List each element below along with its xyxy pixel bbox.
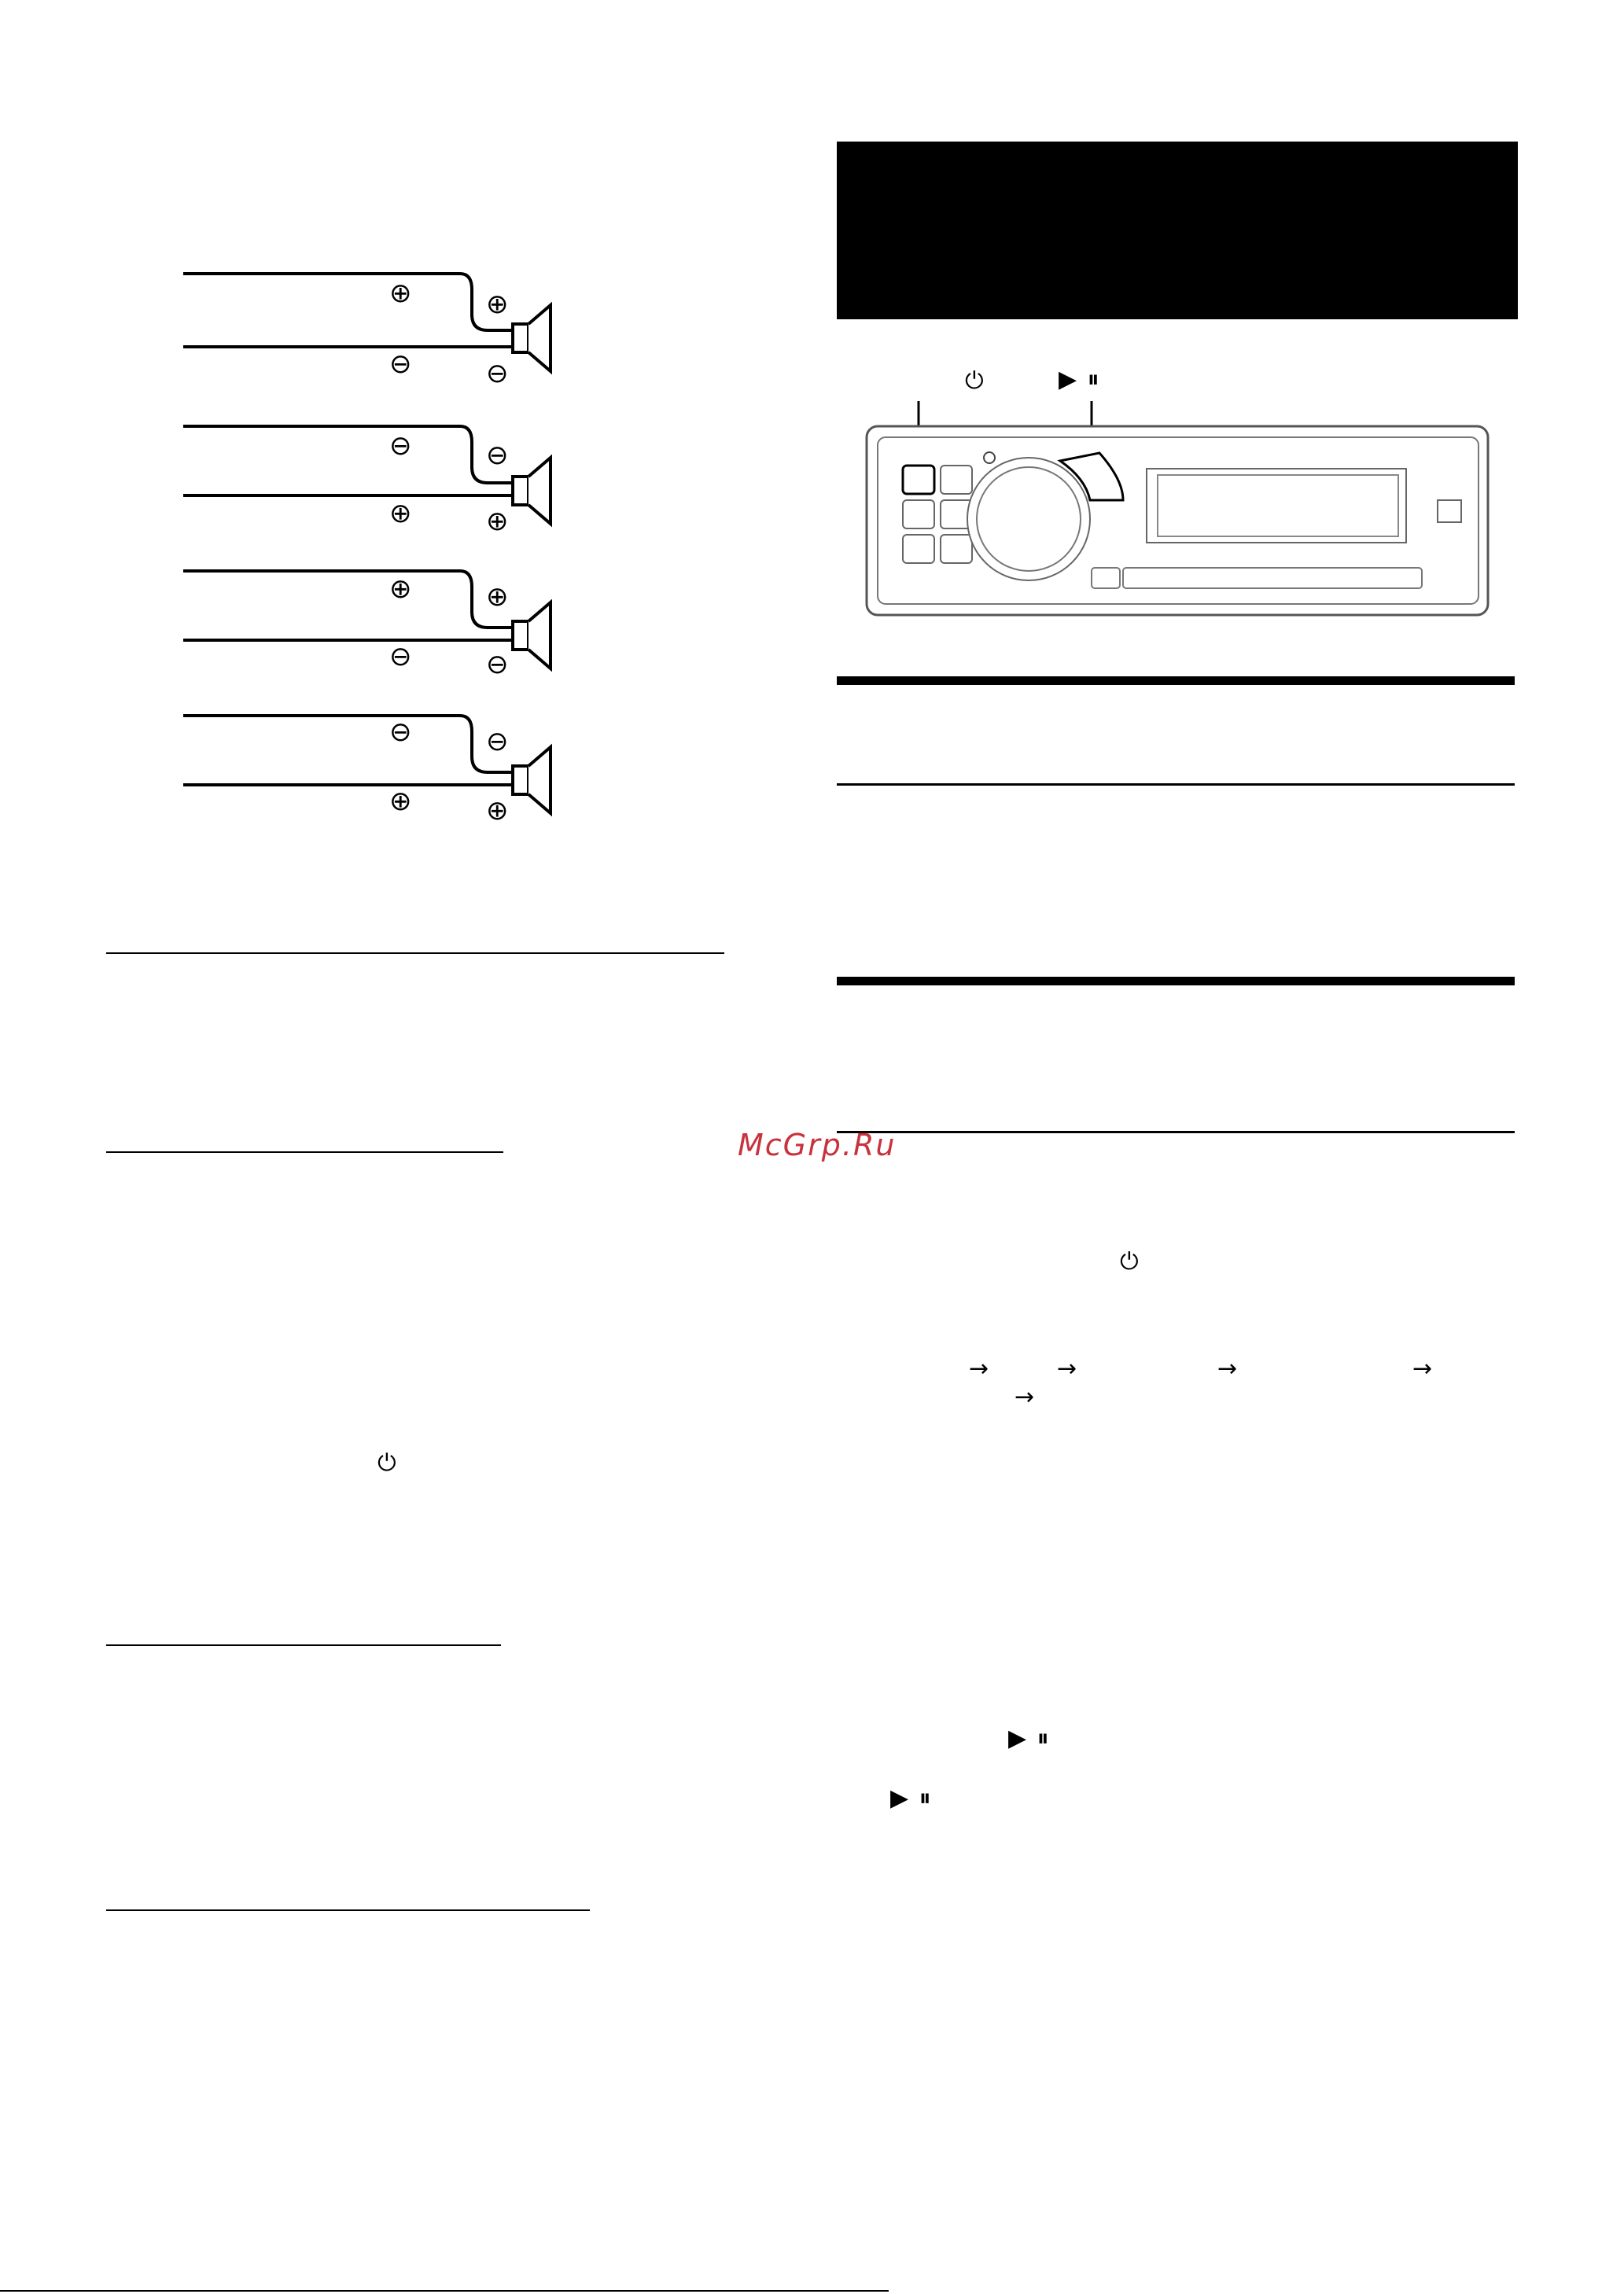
arrow-icon: →: [1217, 1355, 1238, 1383]
subsection-underline: [106, 1644, 501, 1646]
plus-icon: ⊕: [486, 795, 509, 827]
footer-rule: [0, 2290, 889, 2292]
section-divider: [106, 952, 724, 954]
section-rule-thin: [837, 1131, 1515, 1133]
minus-icon: ⊖: [486, 358, 509, 389]
plus-icon: ⊕: [389, 278, 412, 309]
plus-icon: ⊕: [486, 506, 509, 537]
power-icon: ⏻: [1120, 1248, 1139, 1276]
play-pause-icon: ▶ ⏸: [890, 1784, 933, 1812]
minus-icon: ⊖: [389, 430, 412, 462]
plus-icon: ⊕: [389, 573, 412, 605]
minus-icon: ⊖: [389, 348, 412, 380]
speaker-wiring-diagram: [157, 252, 598, 834]
arrow-icon: →: [1015, 1383, 1035, 1411]
head-unit-faceplate: [864, 393, 1493, 629]
section-rule-thin: [837, 783, 1515, 786]
plus-icon: ⊕: [389, 786, 412, 817]
plus-icon: ⊕: [486, 581, 509, 613]
subsection-underline: [106, 1151, 503, 1153]
minus-icon: ⊖: [486, 649, 509, 680]
chapter-header-block: [837, 142, 1518, 319]
section-rule-thick: [837, 977, 1515, 985]
power-icon: ⏻: [965, 367, 984, 395]
power-icon: ⏻: [377, 1449, 396, 1477]
arrow-icon: →: [969, 1355, 989, 1383]
minus-icon: ⊖: [389, 716, 412, 748]
play-pause-icon: ▶ ⏸: [1059, 366, 1101, 393]
section-rule-thick: [837, 676, 1515, 685]
subsection-underline: [106, 1909, 590, 1911]
minus-icon: ⊖: [486, 440, 509, 471]
arrow-icon: →: [1057, 1355, 1077, 1383]
arrow-icon: →: [1412, 1355, 1433, 1383]
watermark: McGrp.Ru: [738, 1128, 897, 1162]
plus-icon: ⊕: [389, 498, 412, 529]
plus-icon: ⊕: [486, 289, 509, 320]
play-pause-icon: ▶ ⏸: [1008, 1725, 1051, 1752]
minus-icon: ⊖: [486, 726, 509, 757]
minus-icon: ⊖: [389, 641, 412, 672]
